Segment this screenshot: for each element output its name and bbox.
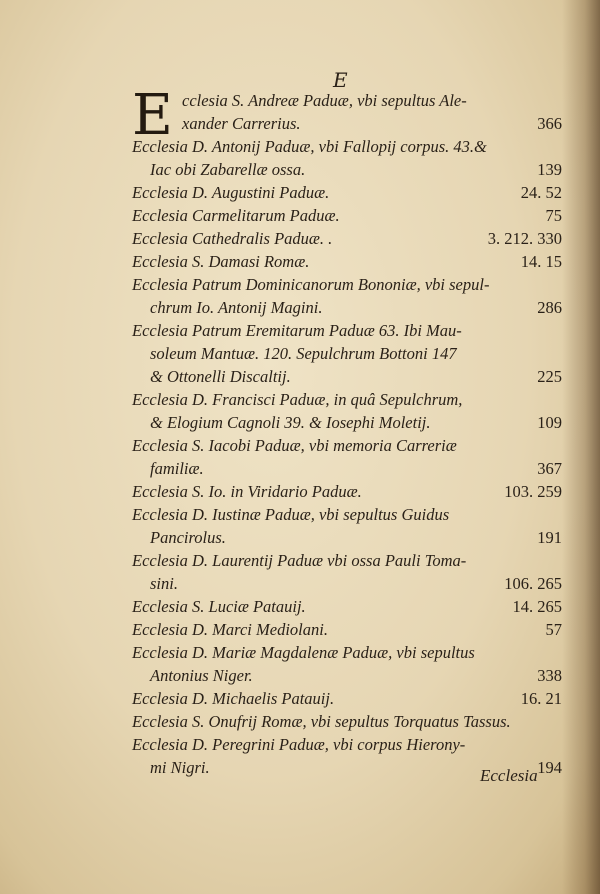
index-line: xander Carrerius. 366 xyxy=(182,114,562,133)
index-line: Ecclesia Patrum Dominicanorum Bononiæ, vbi sepul- xyxy=(132,275,490,294)
index-line: Ecclesia D. Iustinæ Paduæ, vbi sepultus Guidus xyxy=(132,505,450,524)
drop-cap: E xyxy=(132,83,173,148)
section-letter: E xyxy=(333,68,348,92)
index-line: Ecclesia D. Antonij Paduæ, vbi Fallopij corpus. 43.& xyxy=(132,137,487,156)
index-line: chrum Io. Antonij Magini. 286 xyxy=(150,298,562,317)
index-line: Ecclesia D. Peregrini Paduæ, vbi corpus Hierony- xyxy=(132,735,466,754)
index-line: Ecclesia Patrum Eremitarum Paduæ 63. Ibi Mau- xyxy=(132,321,462,340)
index-line: Antonius Niger. 338 xyxy=(150,666,562,685)
index-line: mi Nigri. 194 xyxy=(150,758,562,777)
catchword: Ecclesia xyxy=(480,766,538,785)
index-line: Ecclesia S. Io. in Viridario Paduæ. 103. 259 xyxy=(132,482,562,501)
index-line: cclesia S. Andreæ Paduæ, vbi sepultus Ale- xyxy=(182,91,467,110)
index-line: Pancirolus. 191 xyxy=(150,528,562,547)
index-line: Ecclesia D. Michaelis Patauij. 16. 21 xyxy=(132,689,562,708)
index-line: & Elogium Cagnoli 39. & Iosephi Moletij. 109 xyxy=(150,413,562,432)
index-line: Ecclesia D. Augustini Paduæ. 24. 52 xyxy=(132,183,562,202)
index-line: Ecclesia S. Onufrij Romæ, vbi sepultus Torquatus Tassus. xyxy=(132,712,511,731)
index-line: Ecclesia D. Laurentij Paduæ vbi ossa Pauli Toma- xyxy=(132,551,467,570)
index-line: Ecclesia S. Iacobi Paduæ, vbi memoria Carreriæ xyxy=(132,436,457,455)
index-line: Iac obi Zabarellæ ossa. 139 xyxy=(150,160,562,179)
index-line: sini. 106. 265 xyxy=(150,574,562,593)
index-line: Ecclesia S. Luciæ Patauij. 14. 265 xyxy=(132,597,562,616)
index-line: familiæ. 367 xyxy=(150,459,562,478)
index-line: & Ottonelli Discaltij. 225 xyxy=(150,367,562,386)
index-line: Ecclesia S. Damasi Romæ. 14. 15 xyxy=(132,252,562,271)
index-line: soleum Mantuæ. 120. Sepulchrum Bottoni 147 xyxy=(150,344,457,363)
index-line: Ecclesia D. Marci Mediolani. 57 xyxy=(132,620,562,639)
index-line: Ecclesia D. Francisci Paduæ, in quâ Sepulchrum, xyxy=(132,390,463,409)
index-line: Ecclesia Cathedralis Paduæ. . 3. 212. 330 xyxy=(132,229,562,248)
index-line: Ecclesia D. Mariæ Magdalenæ Paduæ, vbi sepultus xyxy=(132,643,475,662)
index-line: Ecclesia Carmelitarum Paduæ. 75 xyxy=(132,206,562,225)
